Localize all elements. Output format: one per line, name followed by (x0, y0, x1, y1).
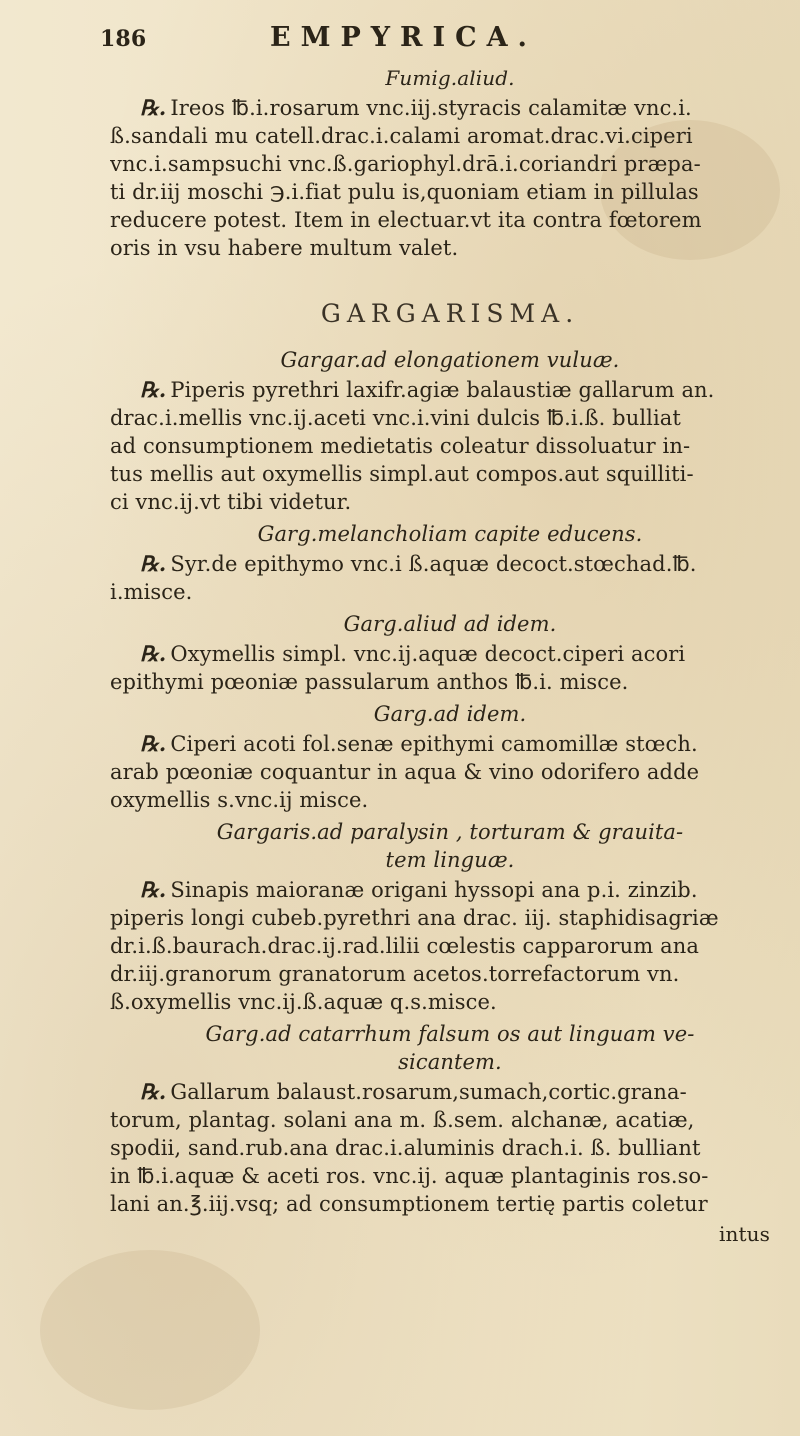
recipe-symbol: ℞. (140, 641, 167, 666)
recipe-title (110, 818, 790, 874)
recipe-text (110, 94, 790, 262)
recipe-title-line: Garg.ad catarrhum falsum os aut linguam ve- (205, 1022, 695, 1046)
running-header (100, 24, 790, 64)
section-heading: GARGARISMA. (320, 299, 580, 328)
text-line (110, 150, 790, 178)
text-line (110, 786, 790, 814)
recipe-title-line: Garg.aliud ad idem. (343, 612, 557, 636)
recipe (110, 1020, 790, 1218)
recipe (110, 610, 790, 696)
text-line (110, 460, 790, 488)
recipe-title (110, 610, 790, 638)
text-line (110, 376, 790, 404)
text-line (110, 758, 790, 786)
recipe-symbol: ℞. (140, 731, 167, 756)
line-text: Gallarum balaust.rosarum,sumach,cortic.grana- (170, 1080, 687, 1104)
text-line (110, 904, 790, 932)
recipe-symbol: ℞. (140, 551, 167, 576)
line-text: reducere potest. Item in electuar.vt ita contra fœtorem (110, 208, 702, 232)
line-text: Oxymellis simpl. vnc.ij.aquæ decoct.ciperi acori (170, 642, 686, 666)
line-text: ci vnc.ij.vt tibi videtur. (110, 490, 352, 514)
recipe-text (110, 550, 790, 606)
text-line (110, 1162, 790, 1190)
text-line (110, 178, 790, 206)
section-subtitle: Fumig.aliud. (385, 66, 515, 90)
line-text: ß.sandali mu catell.drac.i.calami aromat.drac.vi.ciperi (110, 124, 693, 148)
line-text: spodii, sand.rub.ana drac.i.aluminis drach.i. ß. bulliant (110, 1136, 701, 1160)
text-line (110, 876, 790, 904)
line-text: i.misce. (110, 580, 193, 604)
text-line (110, 988, 790, 1016)
catchword: intus (719, 1222, 770, 1246)
recipe-title (110, 1020, 790, 1076)
line-text: Ciperi acoti fol.senæ epithymi camomillæ stœch. (170, 732, 698, 756)
text-line (110, 1190, 790, 1218)
line-text: ad consumptionem medietatis coleatur dissoluatur in- (110, 434, 691, 458)
recipe-title-line: tem linguæ. (385, 848, 515, 872)
line-text: piperis longi cubeb.pyrethri ana drac. iij. staphidisagriæ (110, 906, 719, 930)
recipe-title (110, 346, 790, 374)
recipe-title (110, 520, 790, 548)
recipe-title-line: Gargaris.ad paralysin , torturam & grauita- (216, 820, 684, 844)
line-text: oxymellis s.vnc.ij misce. (110, 788, 369, 812)
recipe-title-line: Gargar.ad elongationem vuluæ. (280, 348, 620, 372)
text-line (110, 122, 790, 150)
line-text: Syr.de epithymo vnc.i ß.aquæ decoct.stœchad.℔. (170, 552, 697, 576)
text-line (110, 1106, 790, 1134)
line-text: lani an.℥.iij.vsq; ad consumptionem tertię partis coletur (110, 1192, 708, 1216)
text-line (110, 668, 790, 696)
line-text: arab pœoniæ coquantur in aqua & vino odorifero adde (110, 760, 700, 784)
text-line (110, 1134, 790, 1162)
page-text (100, 22, 790, 1248)
text-line (110, 640, 790, 668)
recipe-symbol: ℞. (140, 877, 167, 902)
line-text: dr.iij.granorum granatorum acetos.torrefactorum vn. (110, 962, 680, 986)
recipe-text (110, 640, 790, 696)
recipe-title-line: sicantem. (398, 1050, 502, 1074)
text-line (110, 488, 790, 516)
line-text: vnc.i.sampsuchi vnc.ß.gariophyl.drā.i.coriandri præpa- (110, 152, 701, 176)
text-line (110, 206, 790, 234)
recipe-text (110, 730, 790, 814)
recipe (110, 818, 790, 1016)
recipe-text (110, 1078, 790, 1218)
recipe (110, 346, 790, 516)
line-text: Piperis pyrethri laxifr.agiæ balaustiæ gallarum an. (170, 378, 715, 402)
line-text: epithymi pœoniæ passularum anthos ℔.i. misce. (110, 670, 629, 694)
line-text: in ℔.i.aquæ & aceti ros. vnc.ij. aquæ plantaginis ros.so- (110, 1164, 709, 1188)
line-text: Ireos ℔.i.rosarum vnc.iij.styracis calamitæ vnc.i. (170, 96, 692, 120)
text-line (110, 932, 790, 960)
line-text: drac.i.mellis vnc.ij.aceti vnc.i.vini dulcis ℔.i.ß. bulliat (110, 406, 681, 430)
page-number: 186 (100, 26, 147, 52)
text-line (110, 404, 790, 432)
text-line (110, 432, 790, 460)
recipe-symbol: ℞. (140, 377, 167, 402)
recipe-text (110, 876, 790, 1016)
recipe-title (110, 700, 790, 728)
text-line (110, 730, 790, 758)
running-title: EMPYRICA. (270, 22, 537, 53)
recipe-title-line: Garg.melancholiam capite educens. (257, 522, 643, 546)
text-line (110, 960, 790, 988)
text-line (110, 578, 790, 606)
line-text: torum, plantag. solani ana m. ß.sem. alchanæ, acatiæ, (110, 1108, 695, 1132)
line-text: ß.oxymellis vnc.ij.ß.aquæ q.s.misce. (110, 990, 497, 1014)
recipe-symbol: ℞. (140, 95, 167, 120)
recipe-list (110, 346, 790, 1218)
recipe-title-line: Garg.ad idem. (373, 702, 527, 726)
line-text: Sinapis maioranæ origani hyssopi ana p.i. zinzib. (170, 878, 698, 902)
paper-stain (40, 1250, 260, 1410)
text-line (110, 94, 790, 122)
text-line (110, 1078, 790, 1106)
recipe (110, 700, 790, 814)
line-text: ti dr.iij moschi ℈.i.fiat pulu is,quoniam etiam in pillulas (110, 180, 699, 204)
line-text: oris in vsu habere multum valet. (110, 236, 459, 260)
line-text: tus mellis aut oxymellis simpl.aut compos.aut squilliti- (110, 462, 694, 486)
recipe-text (110, 376, 790, 516)
text-line (110, 234, 790, 262)
text-line (110, 550, 790, 578)
line-text: dr.i.ß.baurach.drac.ij.rad.lilii cœlestis capparorum ana (110, 934, 699, 958)
recipe-symbol: ℞. (140, 1079, 167, 1104)
recipe (110, 520, 790, 606)
